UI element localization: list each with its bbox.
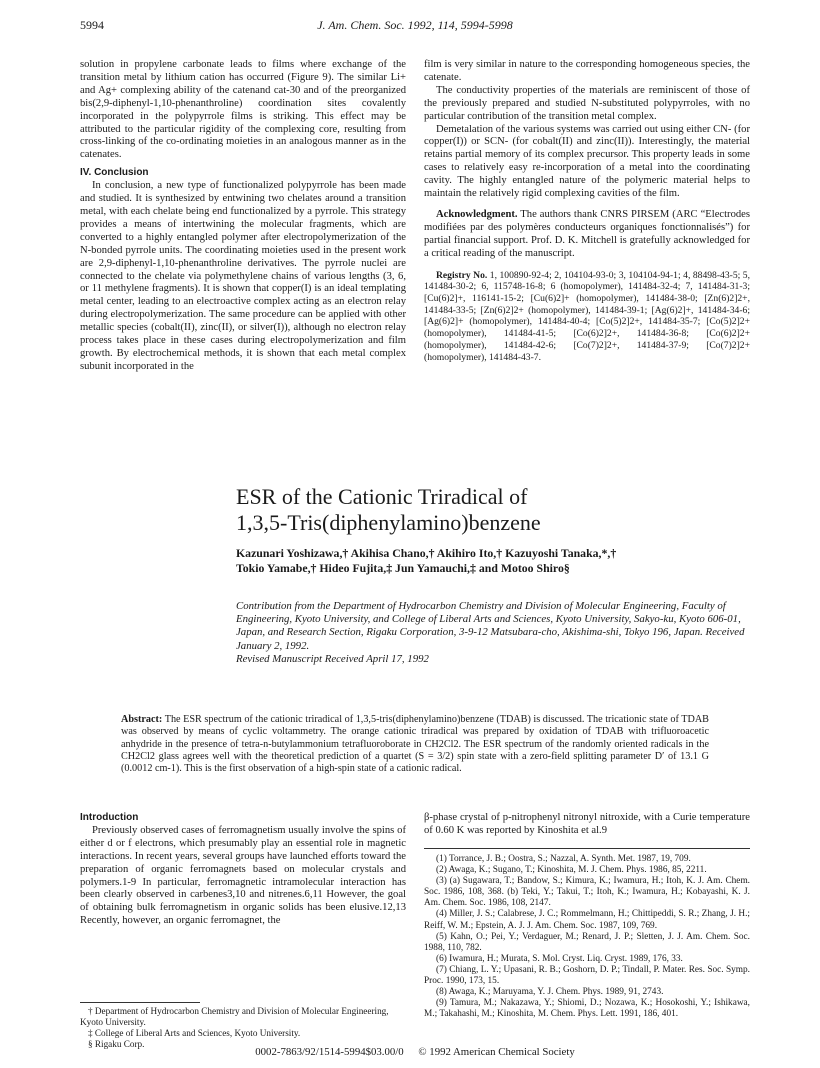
section-heading-conclusion: IV. Conclusion	[80, 167, 149, 179]
introduction-right-column	[424, 812, 750, 838]
paragraph: β-phase crystal of p-nitrophenyl nitronyl nitroxide, with a Curie temperature of 0.60 K was reported by Kinoshita et al.9	[424, 812, 750, 836]
abstract	[121, 714, 709, 775]
reference-item: (4) Miller, J. S.; Calabrese, J. C.; Rommelmann, H.; Chittipeddi, S. R.; Zhang, J. H.; Reiff, W. M.; Epstein, A. J. J. Am. Chem. Soc. 1987, 109, 769.	[424, 909, 750, 931]
reference-item: (5) Kahn, O.; Pei, Y.; Verdaguer, M.; Renard, J. P.; Sletten, J. J. Am. Chem. Soc. 1988, 110, 782.	[424, 931, 750, 953]
paragraph: Demetalation of the various systems was carried out using either CN- (for copper(I)) or SCN- (for cobalt(II) and zinc(II)). Interestingly, the material retains partial memory of its complex precursor. This property leads in some cases to relatively easy re-incorporation of a metal into the coordinating cavity. The highly entangled nature of the polymeric material helps to maintain the relatively rigid complexing cavities of the film.	[424, 123, 750, 200]
acknowledgment	[424, 209, 750, 261]
registry-label: Registry No.	[436, 269, 488, 281]
registry-numbers	[424, 270, 750, 364]
copyright: © 1992 American Chemical Society	[418, 1046, 575, 1058]
footnote: † Department of Hydrocarbon Chemistry and Division of Molecular Engineering, Kyoto University.	[80, 1006, 389, 1027]
paragraph-introduction: Previously observed cases of ferromagnetism usually involve the spins of either d or f electrons, which presumably play an essential role in magnetic interactions. In recent years, several groups have launched efforts toward the preparation of organic ferromagnets based on molecular crystals and polymers.1-9 In particular, ferromagnetic intramolecular interaction has been clearly observed in carbenes3,10 and nitrenes.6,11 However, the goal of obtaining bulk ferromagnetism in organic solids has been elusive.12,13 Recently, however, an organic ferromagnet, the	[80, 824, 406, 927]
footnotes	[80, 1006, 406, 1050]
affiliation	[236, 600, 750, 666]
reference-item: (2) Awaga, K.; Sugano, T.; Kinoshita, M. J. Chem. Phys. 1986, 85, 2211.	[436, 865, 707, 876]
references-divider	[424, 848, 750, 849]
abstract-text: The ESR spectrum of the cationic triradical of 1,3,5-tris(diphenylamino)benzene (TDAB) is discussed. The tricationic state of TDAB was observed by means of cyclic voltammetry. The orange cationic triradical was prepared by oxidation of TDAB with trifluoroacetic anhydride in the presence of tetra-n-butylammonium tetrafluoroborate in CH2Cl2. The ESR spectrum of the randomly oriented radicals in the CH2Cl2 glass agrees well with the theoretical prediction of a quartet (S = 3/2) spin state with a zero-field splitting parameter D′ of 13.1 G (0.0012 cm-1). This is the first observation of a high-spin state of a cationic radical.	[121, 714, 709, 775]
reference-item: (8) Awaga, K.; Maruyama, Y. J. Chem. Phys. 1989, 91, 2743.	[436, 987, 664, 998]
affiliation-text: Contribution from the Department of Hydrocarbon Chemistry and Division of Molecular Engineering, Faculty of Engineering, Kyoto University, and College of Liberal Arts and Sciences, Kyoto University, Sakyo-ku, Kyoto 606-01, Japan, and Research Section, Rigaku Corporation, 3-9-12 Matsubara-cho, Akishima-shi, Tokyo 196, Japan. Received January 2, 1992.	[236, 600, 745, 652]
reference-item: (7) Chiang, L. Y.; Upasani, R. B.; Goshorn, D. P.; Tindall, P. Mater. Res. Soc. Symp. Proc. 1990, 173, 15.	[424, 964, 750, 987]
title-line: ESR of the Cationic Triradical of	[236, 484, 528, 509]
article-title	[236, 484, 750, 536]
paragraph: film is very similar in nature to the corresponding homogeneous species, the catenate.	[424, 59, 750, 83]
introduction-left-column	[80, 812, 406, 928]
previous-article-right-column	[424, 59, 750, 363]
reference-item: (3) (a) Sugawara, T.; Bandow, S.; Kimura, K.; Iwamura, H.; Itoh, K. J. Am. Chem. Soc. 1986, 108, 368. (b) Teki, Y.; Takui, T.; Itoh, K.; Iwamura, H.; Kobayashi, K. J. Am. Chem. Soc. 1986, 108, 2147.	[424, 876, 750, 909]
references-list	[424, 854, 750, 1020]
reference-item: (6) Iwamura, H.; Murata, S. Mol. Cryst. Liq. Cryst. 1989, 176, 33.	[436, 953, 683, 964]
reference-item: (1) Torrance, J. B.; Oostra, S.; Nazzal, A. Synth. Met. 1987, 19, 709.	[436, 854, 691, 864]
journal-citation: J. Am. Chem. Soc. 1992, 114, 5994-5998	[317, 18, 513, 32]
paragraph: solution in propylene carbonate leads to films where exchange of the transition metal by lithium cation has occurred (Figure 9). The similar Li+ and Ag+ complexing ability of the catenand cat-30 and of the preorganized bis(2,9-diphenyl-1,10-phenanthroline) coordination sites covalently incorporated in the polypyrrole films is striking. This effect may be attributed to the particular rigidity of the complexing core, resulting from cross-linking of the co-ordinating moieties in an analogous manner as in the catenates.	[80, 59, 406, 161]
paragraph: The conductivity properties of the materials are reminiscent of those of the previously prepared and studied N-substituted polypyrroles, with no particular contribution of the transition metal complex.	[424, 84, 750, 122]
revised-date: Revised Manuscript Received April 17, 1992	[236, 652, 429, 665]
section-heading-introduction: Introduction	[80, 812, 139, 823]
footnote-divider	[80, 1002, 200, 1003]
footnote: ‡ College of Liberal Arts and Sciences, Kyoto University.	[88, 1028, 301, 1038]
page-footer	[80, 1046, 750, 1058]
article-code: 0002-7863/92/1514-5994$03.00/0	[255, 1046, 404, 1058]
running-head	[80, 18, 750, 34]
abstract-label: Abstract:	[121, 714, 163, 725]
title-line: 1,3,5-Tris(diphenylamino)benzene	[236, 510, 541, 535]
authors-line: Tokio Yamabe,† Hideo Fujita,‡ Jun Yamauchi,‡ and Motoo Shiro§	[236, 560, 570, 575]
registry-text: 1, 100890-92-4; 2, 104104-93-0; 3, 104104-94-1; 4, 88498-43-5; 5, 141484-30-2; 6, 115748-16-8; 6 (homopolymer), 141484-32-4; 7, 141484-31-3; [Cu(6)2]+, 116141-15-2; [Cu(6)2]+ (homopolymer), 141484-38-0; [Zn(6)2]2+, 141484-33-5; [Zn(6)2]2+ (homopolymer), 141484-39-1; [Ag(6)2]+, 141484-34-6; [Ag(6)2]+ (homopolymer), 141484-40-4; [Co(5)2]2+, 141484-35-7; [Co(5)2]2+ (homopolymer), 141484-41-5; [Co(6)2]2+, 141484-36-8; [Co(6)2]2+ (homopolymer), 141484-42-6; [Co(7)2]2+, 141484-37-9; [Co(7)2]2+ (homopolymer), 141484-43-7.	[424, 269, 750, 363]
author-list	[236, 546, 750, 575]
footnote: § Rigaku Corp.	[88, 1039, 145, 1049]
acknowledgment-label: Acknowledgment.	[436, 208, 518, 220]
acknowledgment-text: The authors thank CNRS PIRSEM (ARC “Electrodes modifiées par des polymères conducteurs organiques fonctionnalisés”) for partial financial support. Prof. D. K. Mitchell is gratefully acknowledged for a critical reading of the manuscript.	[424, 208, 750, 259]
authors-line: Kazunari Yoshizawa,† Akihisa Chano,† Akihiro Ito,† Kazuyoshi Tanaka,*,†	[236, 546, 617, 560]
previous-article-left-column	[80, 59, 406, 374]
paragraph-conclusion: In conclusion, a new type of functionalized polypyrrole has been made and studied. It is synthesized by entwining two chelates around a transition metal, with each chelate being end functionalized by a pyrrole. This strategy provides a means of intertwining the molecular fragments, which are converted to a highly entangled polymer after electropolymerization of the N-bonded pyrrole units. The coordinating moieties used in the present work are 2,9-diphenyl-1,10-phenanthroline derivatives. The pyrrole nuclei are connected to the chelate via polymethylene chains of various lengths (3, 6, or 11 methylene fragments). It is shown that copper(I) is an ideal templating metal center, leading to an electroactive complex acting as an electron relay during electropolymerization. The same procedure can be applied with other metallic species (cobalt(II), zinc(II), or silver(I)), although no electron relay process takes place in these cases during electropolymerization and film growth. By electrochemical methods, it is shown that each metal complex subunit incorporated in the	[80, 180, 406, 372]
page-number: 5994	[80, 18, 104, 32]
reference-item: (9) Tamura, M.; Nakazawa, Y.; Shiomi, D.; Nozawa, K.; Hosokoshi, Y.; Ishikawa, M.; Takahashi, M.; Kinoshita, M. Chem. Phys. Lett. 1991, 186, 401.	[424, 998, 750, 1020]
